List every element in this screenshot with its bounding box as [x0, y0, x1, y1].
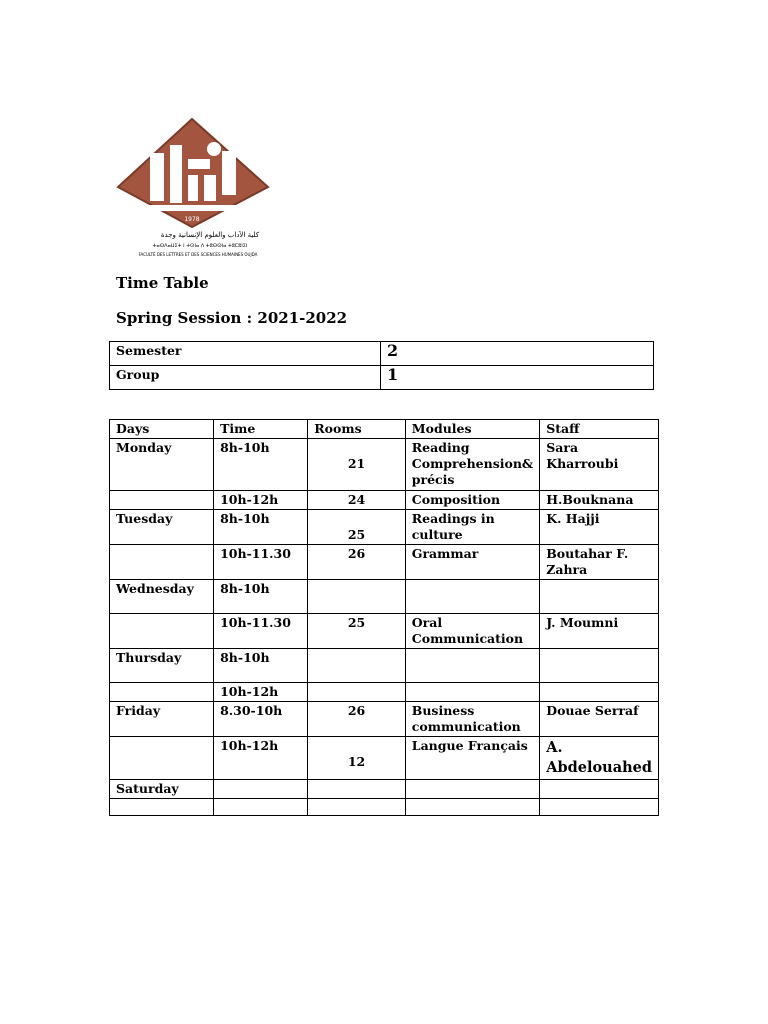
- semester-label: Semester: [110, 342, 381, 366]
- cell-time: 8.30-10h: [214, 702, 308, 737]
- group-label: Group: [110, 366, 381, 390]
- header-row: [110, 420, 659, 439]
- cell-module: [405, 580, 539, 614]
- cell-room: 12: [308, 737, 406, 780]
- cell-module: Reading Comprehension& précis: [405, 439, 539, 491]
- cell-day: [110, 683, 214, 702]
- cell-day: [110, 799, 214, 816]
- cell-staff: [540, 580, 659, 614]
- cell-module: Langue Français: [405, 737, 539, 780]
- table-row: [110, 799, 659, 816]
- info-table: [109, 341, 654, 390]
- cell-day: [110, 545, 214, 580]
- cell-module: Oral Communication: [405, 614, 539, 649]
- cell-day: Monday: [110, 439, 214, 491]
- cell-module: Grammar: [405, 545, 539, 580]
- logo-year: 1978: [184, 216, 200, 223]
- session-title: Spring Session : 2021-2022: [116, 309, 348, 327]
- cell-staff: [540, 683, 659, 702]
- cell-time: 8h-10h: [214, 580, 308, 614]
- logo-french: FACULTÉ DES LETTRES ET DES SCIENCES HUMAINES OUJDA: [138, 252, 258, 257]
- cell-room: 21: [308, 439, 406, 491]
- cell-room: [308, 799, 406, 816]
- cell-room: 26: [308, 545, 406, 580]
- cell-staff: J. Moumni: [540, 614, 659, 649]
- table-row: [110, 649, 659, 683]
- semester-row: [110, 342, 654, 366]
- table-row: [110, 737, 659, 780]
- cell-time: 10h-12h: [214, 683, 308, 702]
- table-row: [110, 580, 659, 614]
- logo-arabic: كلية الآداب والعلوم الإنسانية وجدة: [160, 231, 260, 239]
- header-staff: Staff: [540, 420, 659, 439]
- cell-day: [110, 737, 214, 780]
- cell-module: Business communication: [405, 702, 539, 737]
- cell-day: Tuesday: [110, 510, 214, 545]
- table-row: [110, 780, 659, 799]
- cell-module: Readings in culture: [405, 510, 539, 545]
- table-row: [110, 439, 659, 491]
- cell-room: [308, 580, 406, 614]
- table-row: [110, 683, 659, 702]
- cell-day: Thursday: [110, 649, 214, 683]
- cell-staff: [540, 780, 659, 799]
- cell-staff: Douae Serraf: [540, 702, 659, 737]
- header-rooms: Rooms: [308, 420, 406, 439]
- cell-time: 8h-10h: [214, 510, 308, 545]
- cell-day: Saturday: [110, 780, 214, 799]
- table-row: [110, 491, 659, 510]
- table-row: [110, 702, 659, 737]
- group-row: [110, 366, 654, 390]
- cell-day: Wednesday: [110, 580, 214, 614]
- cell-time: 8h-10h: [214, 439, 308, 491]
- cell-staff: H.Bouknana: [540, 491, 659, 510]
- cell-day: [110, 614, 214, 649]
- table-row: [110, 510, 659, 545]
- cell-room: [308, 780, 406, 799]
- semester-value: 2: [381, 342, 654, 366]
- header-modules: Modules: [405, 420, 539, 439]
- cell-time: 10h-12h: [214, 737, 308, 780]
- cell-day: [110, 491, 214, 510]
- cell-module: [405, 649, 539, 683]
- cell-room: 25: [308, 614, 406, 649]
- cell-staff: Boutahar F. Zahra: [540, 545, 659, 580]
- page-title: Time Table: [116, 274, 209, 292]
- group-value: 1: [381, 366, 654, 390]
- table-row: [110, 545, 659, 580]
- cell-time: 10h-12h: [214, 491, 308, 510]
- cell-time: [214, 780, 308, 799]
- cell-staff: [540, 649, 659, 683]
- cell-time: 10h-11.30: [214, 545, 308, 580]
- cell-staff: [540, 799, 659, 816]
- cell-time: [214, 799, 308, 816]
- cell-room: [308, 683, 406, 702]
- faculty-logo: [110, 115, 275, 260]
- cell-time: 8h-10h: [214, 649, 308, 683]
- cell-room: 25: [308, 510, 406, 545]
- cell-staff: A. Abdelouahed: [540, 737, 659, 780]
- header-time: Time: [214, 420, 308, 439]
- cell-module: [405, 780, 539, 799]
- cell-room: 26: [308, 702, 406, 737]
- cell-room: [308, 649, 406, 683]
- cell-staff: K. Hajji: [540, 510, 659, 545]
- cell-day: Friday: [110, 702, 214, 737]
- cell-room: 24: [308, 491, 406, 510]
- timetable: [109, 419, 659, 816]
- logo-tifinagh: ⵜⴰⵙⴷⴰⵡⵉⵜ ⵏ ⵜⵙⵏⴰ ⴷ ⵜⵓⵙⵙⵏⴰ ⵜⵓⵎⵓⵏⵉⵏ: [152, 243, 248, 249]
- cell-module: Composition: [405, 491, 539, 510]
- cell-module: [405, 799, 539, 816]
- cell-module: [405, 683, 539, 702]
- cell-time: 10h-11.30: [214, 614, 308, 649]
- header-days: Days: [110, 420, 214, 439]
- table-row: [110, 614, 659, 649]
- cell-staff: Sara Kharroubi: [540, 439, 659, 491]
